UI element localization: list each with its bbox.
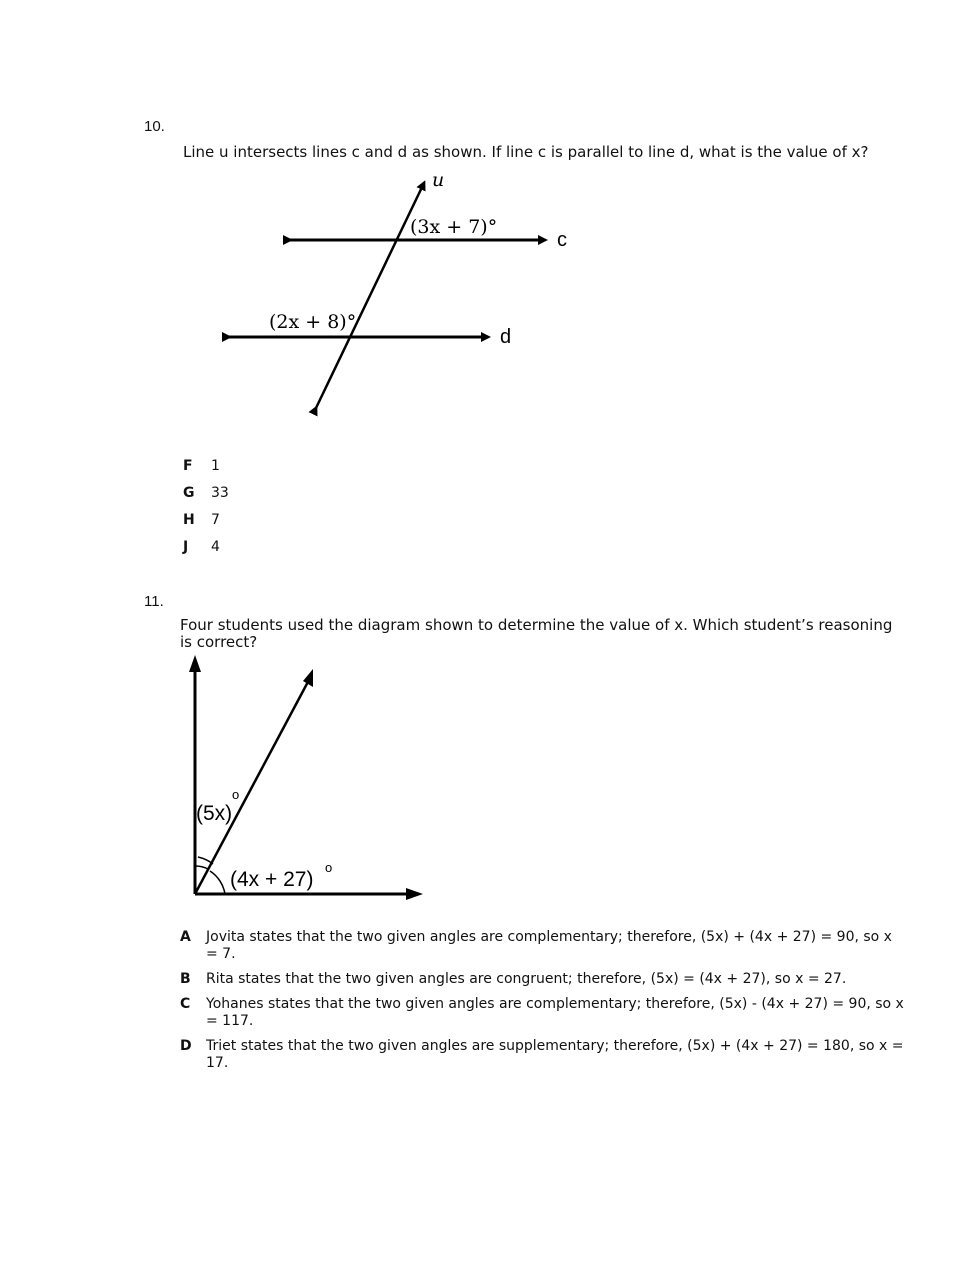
- choice-letter: G: [183, 485, 195, 501]
- choice-text: 7: [211, 512, 220, 528]
- choice-text: 4: [211, 539, 220, 555]
- choice-letter: C: [180, 996, 191, 1012]
- choice-letter: B: [180, 971, 191, 987]
- choice-text: Yohanes states that the two given angles are complementary; therefore, (5x) - (4x + 27) = 90, so x = 117.: [206, 996, 904, 1029]
- question-prompt: Line u intersects lines c and d as shown. If line c is parallel to line d, what is the value of x?: [183, 143, 869, 161]
- angle-arc-inner: [195, 866, 208, 869]
- choice-letter: D: [180, 1038, 192, 1054]
- answer-choices-q11: [180, 929, 905, 1072]
- choice-c[interactable]: [180, 996, 905, 1030]
- angle-upper-label: (5x): [196, 802, 233, 825]
- choice-text: Rita states that the two given angles are congruent; therefore, (5x) = (4x + 27), so x = 27.: [206, 971, 847, 987]
- choice-b[interactable]: [180, 971, 905, 988]
- line-c-label: c: [557, 229, 567, 251]
- angle-upper-degree: o: [232, 787, 240, 802]
- choice-letter: F: [183, 458, 193, 474]
- question-prompt: Four students used the diagram shown to determine the value of x. Which student’s reasoning is correct?: [180, 616, 893, 651]
- angle-bottom-label: (2x + 8)°: [269, 311, 357, 333]
- line-u-label: u: [432, 169, 445, 191]
- angle-lower-degree: o: [325, 860, 333, 875]
- question-number: 11.: [144, 593, 164, 610]
- line-d-label: d: [500, 326, 512, 348]
- choice-text: Triet states that the two given angles are supplementary; therefore, (5x) + (4x + 27) = 180, so x = 17.: [206, 1038, 904, 1071]
- choice-text: 33: [211, 485, 229, 501]
- choice-text: Jovita states that the two given angles are complementary; therefore, (5x) + (4x + 27) = 90, so x = 7.: [206, 929, 892, 962]
- slanted-ray: [195, 678, 310, 894]
- question-number: 10.: [144, 118, 165, 135]
- choice-text: 1: [211, 458, 220, 474]
- choice-d[interactable]: [180, 1038, 905, 1072]
- angle-top-label: (3x + 7)°: [410, 216, 498, 238]
- choice-letter: H: [183, 512, 195, 528]
- angle-lower-label: (4x + 27): [230, 868, 314, 891]
- choice-a[interactable]: [180, 929, 905, 963]
- angle-arc-outer: [210, 871, 225, 894]
- choice-letter: A: [180, 929, 191, 945]
- choice-letter: J: [183, 539, 189, 555]
